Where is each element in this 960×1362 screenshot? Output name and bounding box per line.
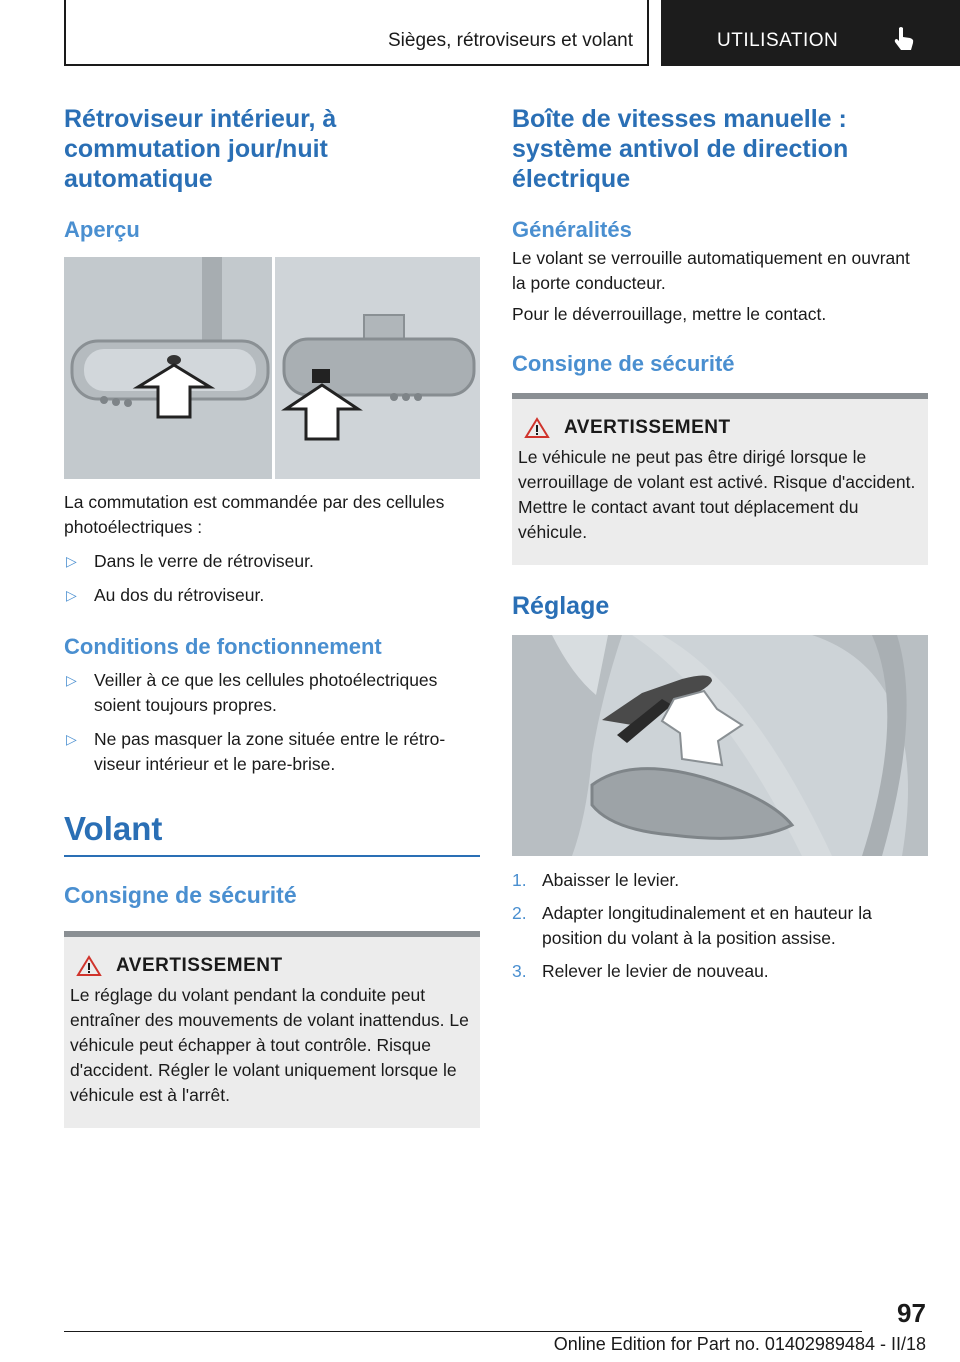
header-section-box [661,0,960,66]
page-number: 97 [897,1298,926,1328]
right-warning-box [512,393,928,565]
list-item: 2. Adapter longitudinalement et en hauteur la position du volant à la position assise. [512,903,872,948]
triangle-bullet-icon: ▷ [66,553,77,569]
mirror-intro: La commutation est commandée par des cellules photoélectriques : [64,492,445,537]
triangle-bullet-icon: ▷ [66,731,77,747]
conditions-heading: Conditions de fonctionnement [64,634,382,659]
mirror-title: Rétroviseur intérieur, à commutation jour/nuit automatique [64,105,337,193]
warning-text: Le véhicule ne peut pas être dirigé lorsque le verrouillage de volant est activé. Risque d'accident. Mettre le contact avant tout déplacement du véhicule. [518,447,916,542]
list-item: ▷ Veiller à ce que les cellules photoélectriques soient toujours propres. [66,670,438,715]
mirror-sensor-list [64,549,480,608]
triangle-bullet-icon: ▷ [66,587,77,603]
pointing-hand-icon [893,26,915,52]
general-text-1: Le volant se verrouille automatiquement en ouvrant la porte conducteur. [512,248,910,293]
antitheft-title: Boîte de vitesses manuelle : système antivol de direction électrique [512,105,849,193]
overview-heading: Aperçu [64,217,140,242]
conditions-list [64,668,480,777]
list-item: 1. Abaisser le levier. [512,870,680,890]
mirror-figure [64,257,480,479]
volant-heading: Volant [64,810,163,847]
list-item: ▷ Dans le verre de rétroviseur. [64,549,480,574]
warning-title: AVERTISSEMENT [116,955,283,976]
reglage-heading: Réglage [512,592,610,620]
right-safety-heading: Consigne de sécurité [512,351,735,376]
adjustment-steps [512,868,928,984]
steering-lever-figure [512,635,928,856]
list-item: ▷ Au dos du rétroviseur. [64,583,480,608]
list-item: ▷ Ne pas masquer la zone située entre le rétroviseur intérieur et le pare-brise. [66,729,446,774]
warning-triangle-icon [76,955,102,977]
warning-text: Le réglage du volant pendant la conduite peut entraîner des mouvements de volant inattendus. Le véhicule peut échapper à tout contrôle. Risque d'accident. Régler le volant uniquement lorsque le véhicule est à l'arrêt. [70,985,469,1105]
triangle-bullet-icon: ▷ [66,672,77,688]
header-section-title: UTILISATION [717,30,839,51]
footer-rule [64,1331,862,1332]
left-column [64,104,480,1128]
left-warning-box [64,931,480,1128]
right-column [512,104,928,984]
header-chapter-box [64,0,649,66]
edition-text: Online Edition for Part no. 01402989484 - II/18 [553,1334,926,1354]
volant-rule [64,855,480,857]
left-safety-heading: Consigne de sécurité [64,882,297,908]
list-item: 3. Relever le levier de nouveau. [512,961,769,981]
warning-triangle-icon [524,417,550,439]
general-text-2: Pour le déverrouillage, mettre le contact. [512,304,827,324]
general-heading: Généralités [512,217,632,242]
warning-title: AVERTISSEMENT [564,417,731,438]
header-chapter-title: Sièges, rétroviseurs et volant [387,30,633,51]
